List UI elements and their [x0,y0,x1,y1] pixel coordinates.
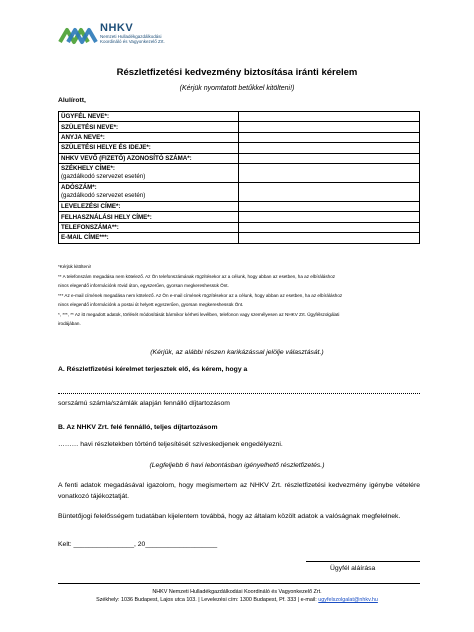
form-row-value[interactable] [239,222,420,232]
footnotes [58,262,420,328]
year-field[interactable]: ___________________ [145,541,218,548]
form-label-note: (gazdálkodó szervezet esetén) [61,191,146,199]
form-row-label [59,112,239,122]
form-row-value[interactable] [239,233,420,243]
footnote-phone-2: nincs elegendő információnk rövid úton, egyszerűen, gyorsan megkereshessük Önt. [58,283,229,288]
footer-company: NHKV Nemzeti Hulladékgazdálkodási Koordináló és Vagyonkezelő Zrt. [152,589,322,595]
brand-block [100,22,210,44]
footnote-data-1: *, ***, ** Az itt megadott adatok, törlését módosítását bármikor kérheti levélben, telefonon vagy személyesen az NHKV Zrt. Ügyfélszolgálati [58,312,340,317]
form-row-label [59,182,239,201]
form-row [59,112,420,122]
form-row-value[interactable] [239,153,420,163]
form-row-value[interactable] [239,112,420,122]
form-row-value[interactable] [239,212,420,222]
form-label-text: ANYJA NEVE*: [61,133,105,141]
brand-subtitle-1: Nemzeti Hulladékgazdálkodási [100,34,162,39]
form-label-text: SZÉKHELY CÍME*: [61,164,115,172]
form-row [59,182,420,201]
form-label-text: E-MAIL CÍME***: [61,234,109,242]
form-label-text: SZÜLETÉSI NEVE*: [61,123,119,131]
form-row [59,233,420,243]
form-row-value[interactable] [239,122,420,132]
form-row [59,153,420,163]
declaration-1: A fenti adatok megadásával igazolom, hogy megismertem az NHKV Zrt. részletfizetési kedvezmény igénybe vételére vonatkozó tájékoztatját. [58,482,420,500]
form-row-label [59,212,239,222]
nhkv-logo-icon [58,24,98,48]
max-installment-note: (Legfeljebb 6 havi lebontásban igényelhető részletfizetés.) [149,462,325,469]
form-label-text: LEVELEZÉSI CÍME*: [61,203,121,211]
applicant-form-table [58,111,420,244]
form-label-text: ÜGYFÉL NEVE*: [61,113,110,121]
signature-line[interactable] [306,561,420,562]
footer [0,588,474,604]
option-a: A. Részletfizetési kérelmet terjesztek elő, és kérem, hogy a [58,366,248,373]
form-row [59,212,420,222]
salutation: Alulírott, [58,97,86,104]
footnote-phone-1: ** A telefonszám megadása nem kötelező. Az Ön telefonszámának rögzítésekor az a célunk, hogy abban az esetben, ha az elbíráláshoz [58,274,336,279]
form-row-label [59,132,239,142]
invoice-number-line[interactable] [58,393,420,394]
form-row [59,132,420,142]
footnote-data-2: irodájában. [58,321,81,326]
form-label-text: TELEFONSZÁMA**: [61,223,119,231]
page-subtitle: (Kérjük nyomtatott betűkkel kitölteni!) [179,85,295,92]
form-label-text: SZÜLETÉSI HELYE ÉS IDEJE*: [61,144,151,152]
form-row [59,163,420,182]
form-row-label [59,233,239,243]
form-label-text: ADÓSZÁM*: [61,183,97,191]
signature-label: Ügyfél aláírása [330,565,376,572]
page-title: Részletfizetési kedvezmény biztosítása iránti kérelem [116,67,358,78]
declaration-2: Büntetőjogi felelősségem tudatában kijelentem továbbá, hogy az általam közölt adatok a valóságnak megfelelnek. [58,513,401,520]
date-row [58,541,217,548]
footnote-required: *Kérjük kitölteni! [58,264,91,269]
form-row-label [59,201,239,211]
footer-contacts [0,596,474,604]
footer-address: Székhely: 1036 Budapest, Lajos utca 103. | Levelezési cím: 1300 Budapest, Pf. 333 | e-mail: [96,597,319,603]
choose-note: (Kérjük, az alábbi részen karikázással jelölje választását.) [150,349,324,356]
date-label: Kelt: [58,541,72,548]
footnote-email-2: nincs elegendő információnk a postai út helyett egyszerűen, gyorsan megkereshessük Önt. [58,302,244,307]
option-b: B. Az NHKV Zrt. felé fennálló, teljes díjtartozásom [58,424,218,431]
form-label-text: NHKV VEVŐ (FIZETŐ) AZONOSÍTÓ SZÁMA*: [61,154,192,162]
footer-email-link[interactable]: ugyfelszolgalat@nhkv.hu [318,597,378,603]
year-prefix: , 20 [133,541,146,548]
form-label-text: FELHASZNÁLÁSI HELY CÍME*: [61,213,152,221]
form-row-label [59,143,239,153]
brand-name: NHKV [100,22,134,34]
option-a-line2: sorszámú számla/számlák alapján fennálló díjtartozásom [58,400,230,407]
place-date-field[interactable]: ________________ [73,541,134,548]
form-row [59,122,420,132]
form-row-label [59,163,239,182]
form-row [59,143,420,153]
form-row-value[interactable] [239,132,420,142]
form-row-label [59,153,239,163]
form-row-value[interactable] [239,182,420,201]
footer-divider [58,583,420,584]
form-row-label [59,222,239,232]
brand-subtitle-2: Koordináló és Vagyonkezelő Zrt. [100,39,165,44]
option-b-line2: ……… havi részletekben történő teljesítését szíveskedjenek engedélyezni. [58,441,283,448]
form-row [59,222,420,232]
form-row-value[interactable] [239,201,420,211]
form-label-note: (gazdálkodó szervezet esetén) [61,172,146,180]
footnote-email-1: *** Az e-mail címének megadása nem kötelező. Az Ön e-mail címének rögzítésekor az a célunk, hogy abban az esetben, ha az elbíráláshoz [58,293,343,298]
form-row-label [59,122,239,132]
form-row-value[interactable] [239,143,420,153]
form-row-value[interactable] [239,163,420,182]
form-row [59,201,420,211]
